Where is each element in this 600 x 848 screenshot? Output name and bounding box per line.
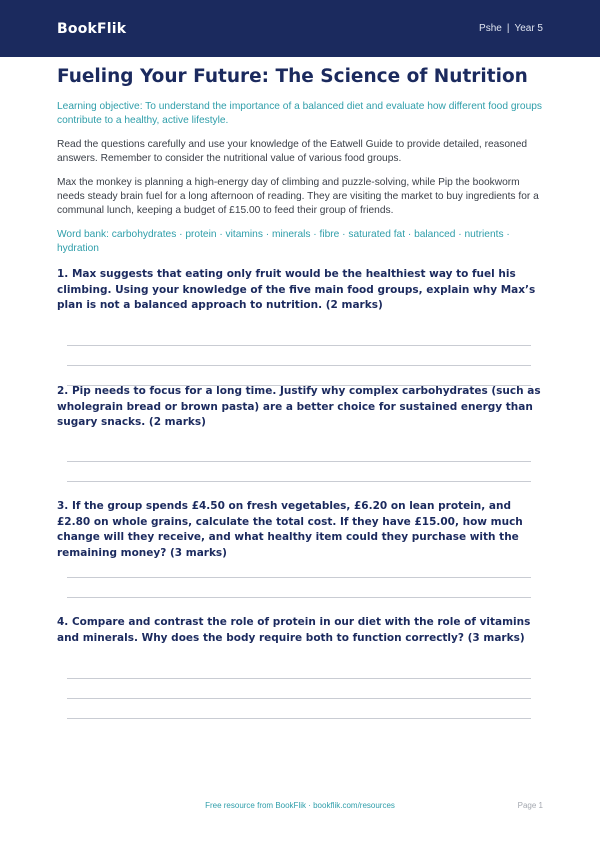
answer-line[interactable] [67,461,531,462]
subject-year-label [479,23,543,34]
meta-separator: | [506,23,510,34]
scenario-text: Max the monkey is planning a high-energy day of climbing and puzzle-solving, while Pip the bookworm needs steady brain fuel for a long afternoon of reading. They are visiting the market to buy ingredients for a communal lunch, keeping a budget of £15.00 to feed their group of friends. [57,177,539,216]
answer-line[interactable] [67,597,531,598]
question-3: 3. If the group spends £4.50 on fresh vegetables, £6.20 on lean protein, and £2.80 on whole grains, calculate the total cost. If they have £15.00, how much change will they receive, and what healthy item could they purchase with the remaining money? (3 marks) [57,500,523,559]
learning-objective: Learning objective: To understand the importance of a balanced diet and evaluate how different food groups contribute to a healthy, active lifestyle. [57,101,542,126]
page-number: Page 1 [517,801,543,810]
answer-line[interactable] [67,577,531,578]
answer-line[interactable] [67,718,531,719]
answer-line[interactable] [67,698,531,699]
word-bank: Word bank: carbohydrates · protein · vitamins · minerals · fibre · saturated fat · balanced · nutrients · hydration [57,229,510,254]
page-header [0,0,600,57]
year-label: Year 5 [514,23,543,34]
subject-label: Pshe [479,23,502,34]
question-4: 4. Compare and contrast the role of protein in our diet with the role of vitamins and minerals. Why does the body require both to function correctly? (3 marks) [57,616,531,644]
question-1: 1. Max suggests that eating only fruit would be the healthiest way to fuel his climbing. Using your knowledge of the five main food groups, explain why Max’s plan is not a balanced approach to nutrition. (2 marks) [57,268,536,311]
worksheet-intro [57,66,543,256]
page-footer [0,801,600,815]
page-title: Fueling Your Future: The Science of Nutrition [57,66,528,87]
footer-credit-link[interactable]: Free resource from BookFlik · bookflik.com/resources [205,801,395,810]
question-2: 2. Pip needs to focus for a long time. Justify why complex carbohydrates (such as wholegrain bread or brown pasta) are a better choice for sustained energy than sugary snacks. (2 marks) [57,385,541,428]
answer-line[interactable] [67,345,531,346]
answer-line[interactable] [67,481,531,482]
brand-logo: BookFlik [57,20,127,37]
answer-line[interactable] [67,678,531,679]
instructions-text: Read the questions carefully and use your knowledge of the Eatwell Guide to provide detailed, reasoned answers. Remember to consider the nutritional value of various food groups. [57,139,528,164]
answer-line[interactable] [67,365,531,366]
